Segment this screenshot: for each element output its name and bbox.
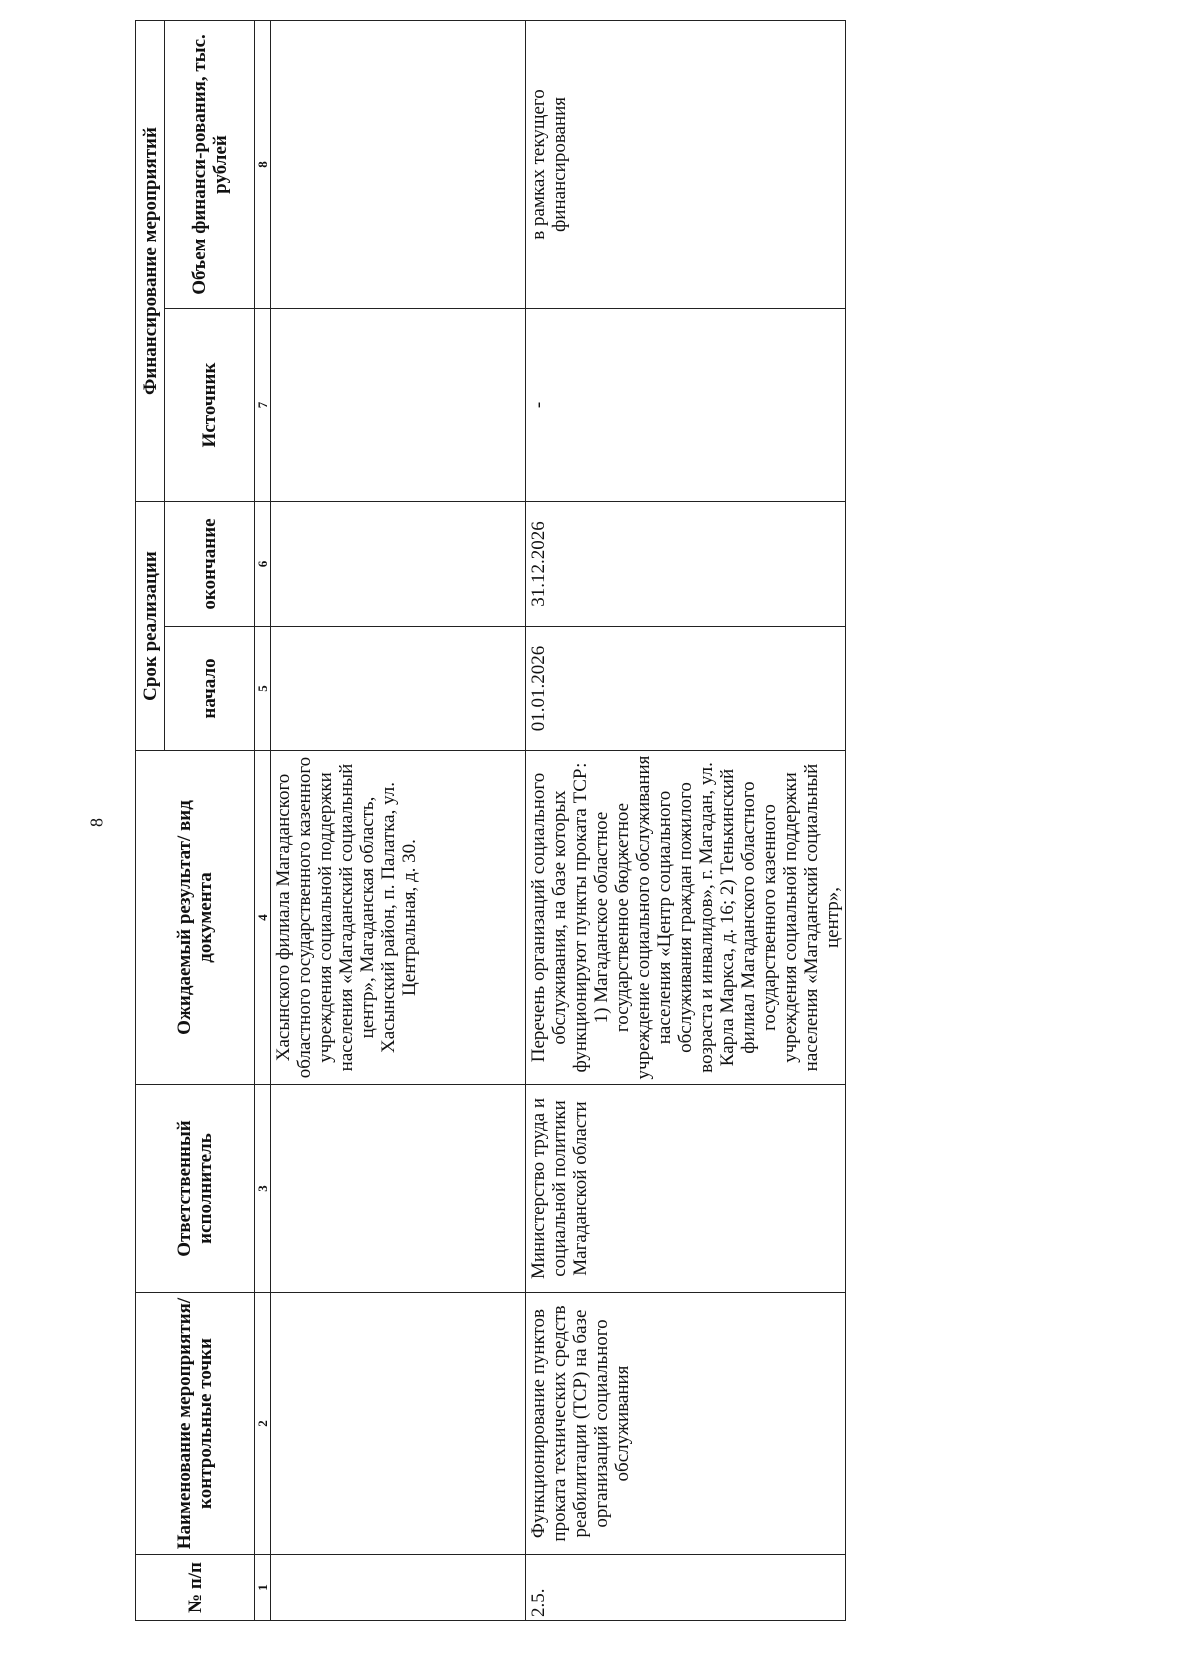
row-source: - [526, 309, 846, 502]
row-num [271, 1555, 526, 1621]
header-end: окончание [165, 502, 255, 627]
column-number: 8 [255, 20, 271, 308]
header-num: № п/п [136, 1555, 255, 1621]
header-row-1 [136, 20, 165, 1620]
column-number: 6 [255, 502, 271, 627]
table-row [526, 20, 846, 1620]
row-name: Функционирование пунктов проката технических средств реабилитации (ТСР) на базе организаций социального обслуживания [526, 1293, 846, 1555]
header-name: Наименование мероприятия/ контрольные точки [136, 1293, 255, 1555]
header-executor: Ответственный исполнитель [136, 1085, 255, 1293]
header-financing: Финансирование мероприятий [136, 20, 165, 501]
row-amount [271, 20, 526, 308]
header-period: Срок реализации [136, 502, 165, 751]
header-start: начало [165, 627, 255, 751]
table-row [271, 20, 526, 1620]
column-number-row [255, 20, 271, 1620]
column-number: 3 [255, 1085, 271, 1293]
row-name [271, 1293, 526, 1555]
header-result: Ожидаемый результат/ вид документа [136, 751, 255, 1085]
page-number: 8 [86, 818, 107, 827]
row-result: Перечень организаций социального обслуживания, на базе которых функционируют пункты проката ТСР: 1) Магаданское областное государственное бюджетное учреждение социального обслуживания населения «Центр социального обслуживания граждан пожилого возраста и инвалидов», г. Магадан, ул. Карла Маркса, д. 16; 2) Тенькинский филиал Магаданского областного государственного казенного учреждения социальной поддержки населения «Магаданский социальный центр», [526, 751, 846, 1085]
row-executor [271, 1085, 526, 1293]
column-number: 1 [255, 1555, 271, 1621]
action-plan-table [135, 20, 846, 1621]
rotated-page [135, 21, 1095, 1621]
row-num: 2.5. [526, 1555, 846, 1621]
row-result: Хасынского филиала Магаданского областного государственного казенного учреждения социальной поддержки населения «Магаданский социальный центр», Магаданская область, Хасынский район, п. Палатка, ул. Центральная, д. 30. [271, 751, 526, 1085]
column-number: 5 [255, 627, 271, 751]
column-number: 4 [255, 751, 271, 1085]
column-number: 2 [255, 1293, 271, 1555]
row-start: 01.01.2026 [526, 627, 846, 751]
header-amount: Объем финанси-рования, тыс. рублей [165, 20, 255, 308]
column-number: 7 [255, 309, 271, 502]
row-amount: в рамках текущего финансирования [526, 20, 846, 308]
row-end: 31.12.2026 [526, 502, 846, 627]
row-end [271, 502, 526, 627]
header-source: Источник [165, 309, 255, 502]
row-executor: Министерство труда и социальной политики Магаданской области [526, 1085, 846, 1293]
row-start [271, 627, 526, 751]
row-source [271, 309, 526, 502]
